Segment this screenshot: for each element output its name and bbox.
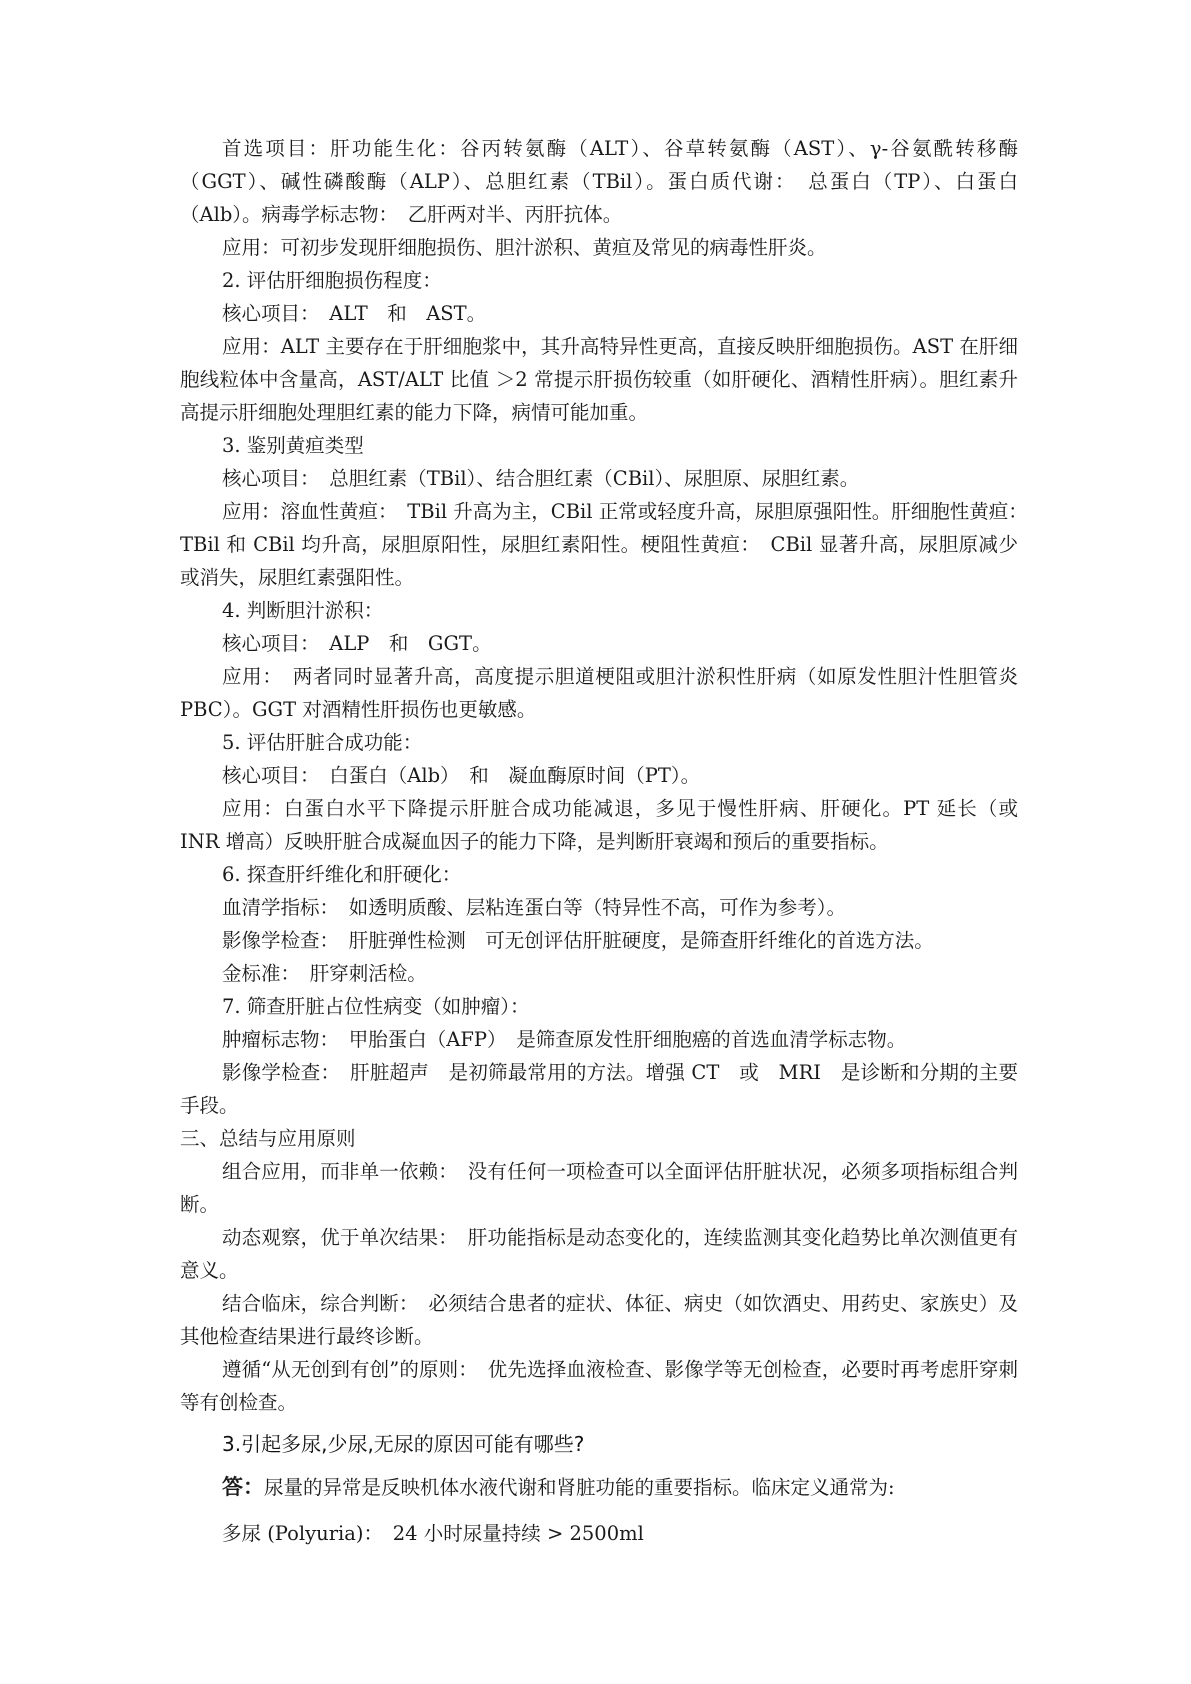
answer-label: 答： — [222, 1475, 264, 1499]
paragraph: 5. 评估肝脏合成功能： — [222, 731, 423, 754]
paragraph: 血清学指标： 如透明质酸、层粘连蛋白等（特异性不高，可作为参考）。 — [222, 896, 847, 919]
polyuria-definition: 多尿 (Polyuria)： 24 小时尿量持续 > 2500ml — [222, 1522, 644, 1545]
paragraph: 金标准： 肝穿刺活检。 — [222, 962, 427, 985]
paragraph: 核心项目： 总胆红素（TBil）、结合胆红素（CBil）、尿胆原、尿胆红素。 — [222, 467, 860, 490]
document-page — [180, 132, 1038, 1554]
paragraph: 肿瘤标志物： 甲胎蛋白（AFP） 是筛查原发性肝细胞癌的首选血清学标志物。 — [222, 1028, 907, 1051]
paragraph: 7. 筛查肝脏占位性病变（如肿瘤）： — [222, 995, 530, 1018]
section-heading: 三、总结与应用原则 — [180, 1127, 356, 1150]
question-heading: 3.引起多尿,少尿,无尿的原因可能有哪些? — [222, 1432, 585, 1456]
paragraph: 核心项目： 白蛋白（Alb） 和 凝血酶原时间（PT）。 — [222, 764, 701, 787]
document-body — [180, 132, 1038, 1419]
paragraph: 组合应用，而非单一依赖： 没有任何一项检查可以全面评估肝脏状况，必须多项指标组合判断。 — [180, 1160, 1018, 1216]
paragraph: 影像学检查： 肝脏弹性检测 可无创评估肝脏硬度，是筛查肝纤维化的首选方法。 — [222, 929, 934, 952]
paragraph: 核心项目： ALT 和 AST。 — [222, 302, 487, 325]
paragraph: 首选项目：肝功能生化：谷丙转氨酶（ALT）、谷草转氨酶（AST）、γ-谷氨酰转移酶（GGT）、碱性磷酸酶（ALP）、总胆红素（TBil）。蛋白质代谢： 总蛋白（TP）、白蛋白（Alb）。病毒学标志物： 乙肝两对半、丙肝抗体。 — [180, 137, 1018, 226]
paragraph: 3. 鉴别黄疸类型 — [222, 434, 364, 457]
paragraph: 影像学检查： 肝脏超声 是初筛最常用的方法。增强 CT 或 MRI 是诊断和分期的主要手段。 — [180, 1061, 1018, 1117]
paragraph: 应用：白蛋白水平下降提示肝脏合成功能减退，多见于慢性肝病、肝硬化。PT 延长（或 INR 增高）反映肝脏合成凝血因子的能力下降，是判断肝衰竭和预后的重要指标。 — [180, 797, 1018, 853]
paragraph: 2. 评估肝细胞损伤程度： — [222, 269, 442, 292]
paragraph: 4. 判断胆汁淤积： — [222, 599, 384, 622]
paragraph: 遵循“从无创到有创”的原则： 优先选择血液检查、影像学等无创检查，必要时再考虑肝穿刺等有创检查。 — [180, 1358, 1018, 1414]
paragraph: 结合临床，综合判断： 必须结合患者的症状、体征、病史（如饮酒史、用药史、家族史）及其他检查结果进行最终诊断。 — [180, 1292, 1018, 1348]
paragraph: 动态观察，优于单次结果： 肝功能指标是动态变化的，连续监测其变化趋势比单次测值更有意义。 — [180, 1226, 1018, 1282]
paragraph: 应用：可初步发现肝细胞损伤、胆汁淤积、黄疸及常见的病毒性肝炎。 — [222, 236, 827, 259]
answer-text: 尿量的异常是反映机体水液代谢和肾脏功能的重要指标。临床定义通常为: — [264, 1476, 895, 1499]
paragraph: 应用：溶血性黄疸： TBil 升高为主，CBil 正常或轻度升高，尿胆原强阳性。肝细胞性黄疸： TBil 和 CBil 均升高，尿胆原阳性，尿胆红素阳性。梗阻性黄疸： CBil 显著升高，尿胆原减少或消失，尿胆红素强阳性。 — [180, 500, 1038, 589]
paragraph: 应用：ALT 主要存在于肝细胞浆中，其升高特异性更高，直接反映肝细胞损伤。AST 在肝细胞线粒体中含量高，AST/ALT 比值 ＞2 常提示肝损伤较重（如肝硬化、酒精性肝病）。胆红素升高提示肝细胞处理胆红素的能力下降，病情可能加重。 — [180, 335, 1018, 424]
paragraph: 6. 探查肝纤维化和肝硬化： — [222, 863, 462, 886]
paragraph: 核心项目： ALP 和 GGT。 — [222, 632, 492, 655]
answer-paragraph — [180, 1467, 1018, 1508]
paragraph: 应用： 两者同时显著升高，高度提示胆道梗阻或胆汁淤积性肝病（如原发性胆汁性胆管炎 PBC）。GGT 对酒精性肝损伤也更敏感。 — [180, 665, 1018, 721]
